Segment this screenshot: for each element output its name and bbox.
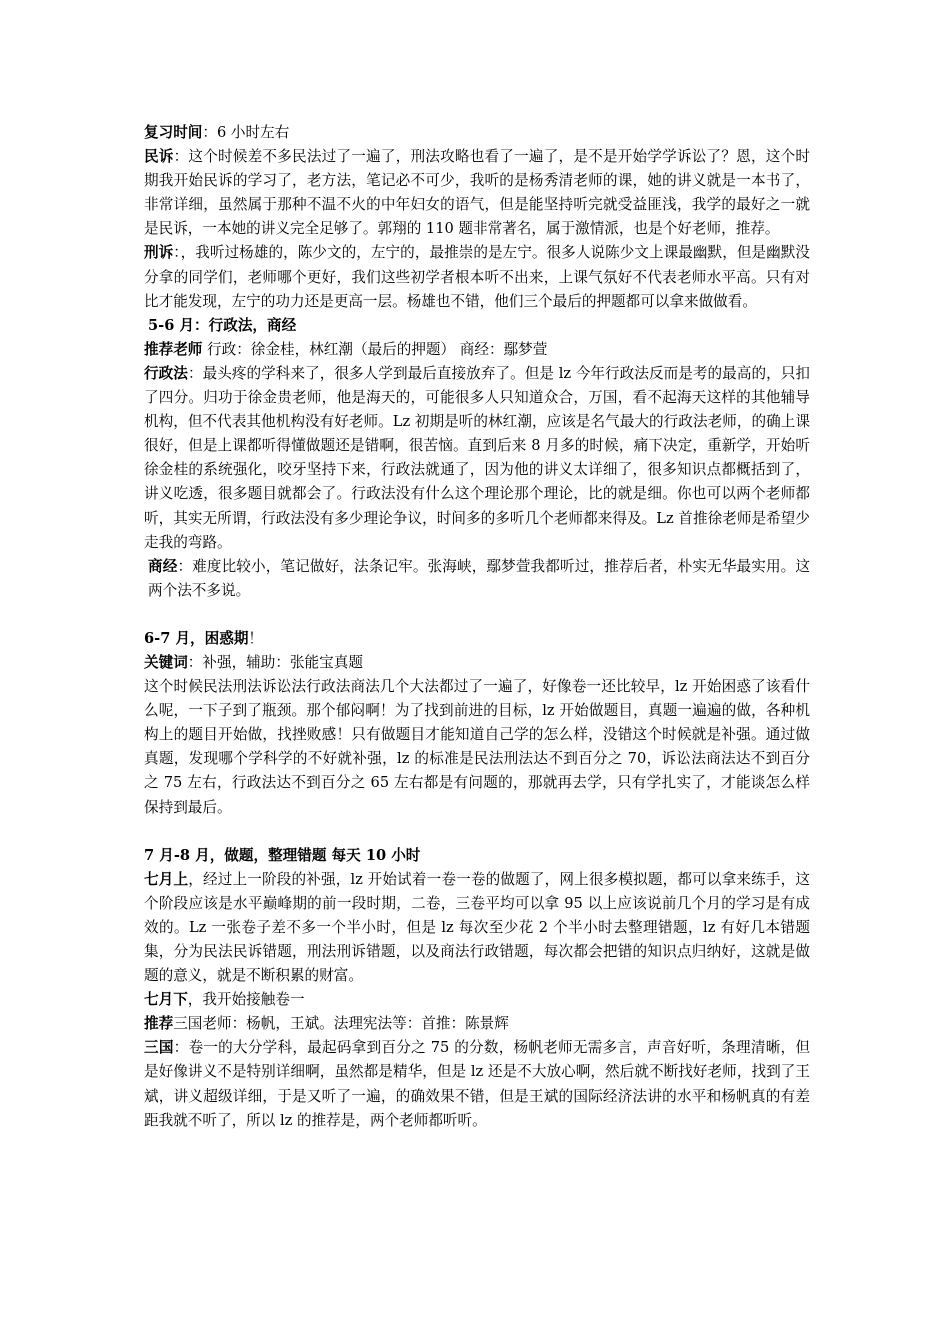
xingsu-text: ：，我听过杨雄的，陈少文的，左宁的，最推崇的是左宁。很多人说陈少文上课最幽默，但是幽默没分拿的同学们，老师哪个更好，我们这些初学者根本听不出来，上课气氛好不代表老师水平高。只有对比才能发现，左宁的功力还是更高一层。杨雄也不错，他们三个最后的押题都可以拿来做做看。 — [144, 244, 810, 310]
recommended-teachers-text: 行政：徐金桂，林红潮（最后的押题） 商经：鄢梦萱 — [202, 340, 548, 358]
document-page — [144, 121, 810, 1133]
admin-law-paragraph — [144, 362, 810, 555]
late-july-label: 七月下 — [144, 991, 188, 1009]
keywords-text: ：补强，辅助：张能宝真题 — [187, 653, 363, 671]
minsu-text: ：这个时候差不多民法过了一遍了，刑法攻略也看了一遍了，是不是开始学学诉讼了？恩，这个时期我开始民诉的学习了，老方法，笔记必不可少，我听的是杨秀清老师的课，她的讲义就是一本书了，非常详细，虽然属于那种不温不火的中年妇女的语气，但是能坚持听完就受益匪浅，我学的最好之一就是民诉，一本她的讲义完全足够了。郭翔的 110 题非常著名，属于激情派，也是个好老师，推荐。 — [144, 148, 810, 238]
late-july-text: ，我开始接触卷一 — [187, 991, 305, 1009]
june-july-title: 6-7 月，困惑期 — [144, 629, 249, 647]
early-july-label: 七月上 — [144, 870, 189, 888]
admin-law-label: 行政法 — [144, 364, 188, 382]
review-time-value: ：6 小时左右 — [202, 124, 290, 141]
recommend-label: 推荐 — [144, 1015, 174, 1033]
international-law-paragraph — [144, 1036, 810, 1132]
early-july-text: ，经过上一阶段的补强，lz 开始试着一卷一卷的做题了，网上很多模拟题，都可以拿来练手，这个阶段应该是水平巅峰期的前一段时期，二卷，三卷平均可以拿 95 以上应该说前几个月的学习是有成效的。Lz 一张卷子差不多一个半小时，但是 lz 每次至少花 2 个半小时去整理错题，lz 有好几本错题集，分为民法民诉错题，刑法刑诉错题，以及商法行政错题，每次都会把错的知识点归纳好，这就是做题的意义，就是不断积累的财富。 — [144, 870, 810, 985]
commercial-law-paragraph — [144, 555, 810, 603]
commercial-law-label: 商经 — [148, 557, 178, 575]
xingsu-paragraph — [144, 241, 810, 313]
keywords-label: 关键词 — [144, 653, 188, 671]
minsu-paragraph — [144, 145, 810, 241]
early-july-paragraph — [144, 868, 810, 988]
recommended-teachers-line — [144, 338, 810, 362]
blank-line — [144, 820, 810, 844]
keywords-line — [144, 651, 810, 675]
recommended-teachers-label: 推荐老师 — [144, 340, 203, 358]
review-time-line — [144, 121, 810, 145]
section-heading-may-june: 5-6 月：行政法，商经 — [148, 316, 297, 334]
recommend-text: 三国老师：杨帆，王斌。法理宪法等：首推：陈景辉 — [173, 1015, 509, 1033]
june-july-body: 这个时候民法刑法诉讼法行政法商法几个大法都过了一遍了，好像卷一还比较早，lz 开始困惑了该看什么呢，一下子到了瓶颈。那个郁闷啊！为了找到前进的目标，lz 开始做题目，真题一遍遍的做，各种机构上的题目开始做，找挫败感！只有做题目才能知道自己学的怎么样，没错这个时候就是补强。通过做真题，发现哪个学科学的不好就补强，lz 的标准是民法刑法达不到百分之 70，诉讼法商法达不到百分之 75 左右，行政法达不到百分之 65 左右都是有问题的，那就再去学，只有学扎实了，才能谈怎么样保持到最后。 — [144, 678, 810, 816]
review-time-label: 复习时间 — [144, 124, 203, 141]
xingsu-label: 刑诉 — [144, 244, 174, 262]
commercial-law-text: ：难度比较小，笔记做好，法条记牢。张海峡，鄢梦萱我都听过，推荐后者，朴实无华最实用。这两个法不多说。 — [148, 557, 810, 599]
admin-law-text: ：最头疼的学科来了，很多人学到最后直接放弃了。但是 lz 今年行政法反而是考的最高的，只扣了四分。归功于徐金贵老师，他是海天的，可能很多人只知道众合，万国，看不起海天这样的其他辅导机构，但不代表其他机构没有好老师。Lz 初期是听的林红潮，应该是名气最大的行政法老师，的确上课很好，但是上课都听得懂做题还是错啊，很苦恼。直到后来 8 月多的时候，痛下决定，重新学，开始听徐金桂的系统强化，咬牙坚持下来，行政法就通了，因为他的讲义太详细了，很多知识点都概括到了，讲义吃透，很多题目就都会了。行政法没有什么这个理论那个理论，比的就是细。你也可以两个老师都听，其实无所谓，行政法没有多少理论争议，时间多的多听几个老师都来得及。Lz 首推徐老师是希望少走我的弯路。 — [144, 364, 810, 551]
section-heading-june-july — [144, 627, 810, 651]
section-heading-july-august: 7 月-8 月，做题，整理错题 每天 10 小时 — [144, 846, 421, 864]
blank-line — [144, 603, 810, 627]
minsu-label: 民诉 — [144, 148, 174, 166]
international-law-text: ：卷一的大分学科，最起码拿到百分之 75 的分数，杨帆老师无需多言，声音好听，条理清晰，但是好像讲义不是特别详细啊，虽然都是精华，但是 lz 还是不大放心啊，然后就不断找好老师，找到了王斌，讲义超级详细，于是又听了一遍，的确效果不错，但是王斌的国际经济法讲的水平和杨帆真的有差距我就不听了，所以 lz 的推荐是，两个老师都听听。 — [144, 1039, 810, 1129]
june-july-title-tail: ！ — [248, 629, 264, 647]
late-july-line — [144, 988, 810, 1012]
recommend-line — [144, 1012, 810, 1036]
international-law-label: 三国 — [144, 1039, 174, 1057]
